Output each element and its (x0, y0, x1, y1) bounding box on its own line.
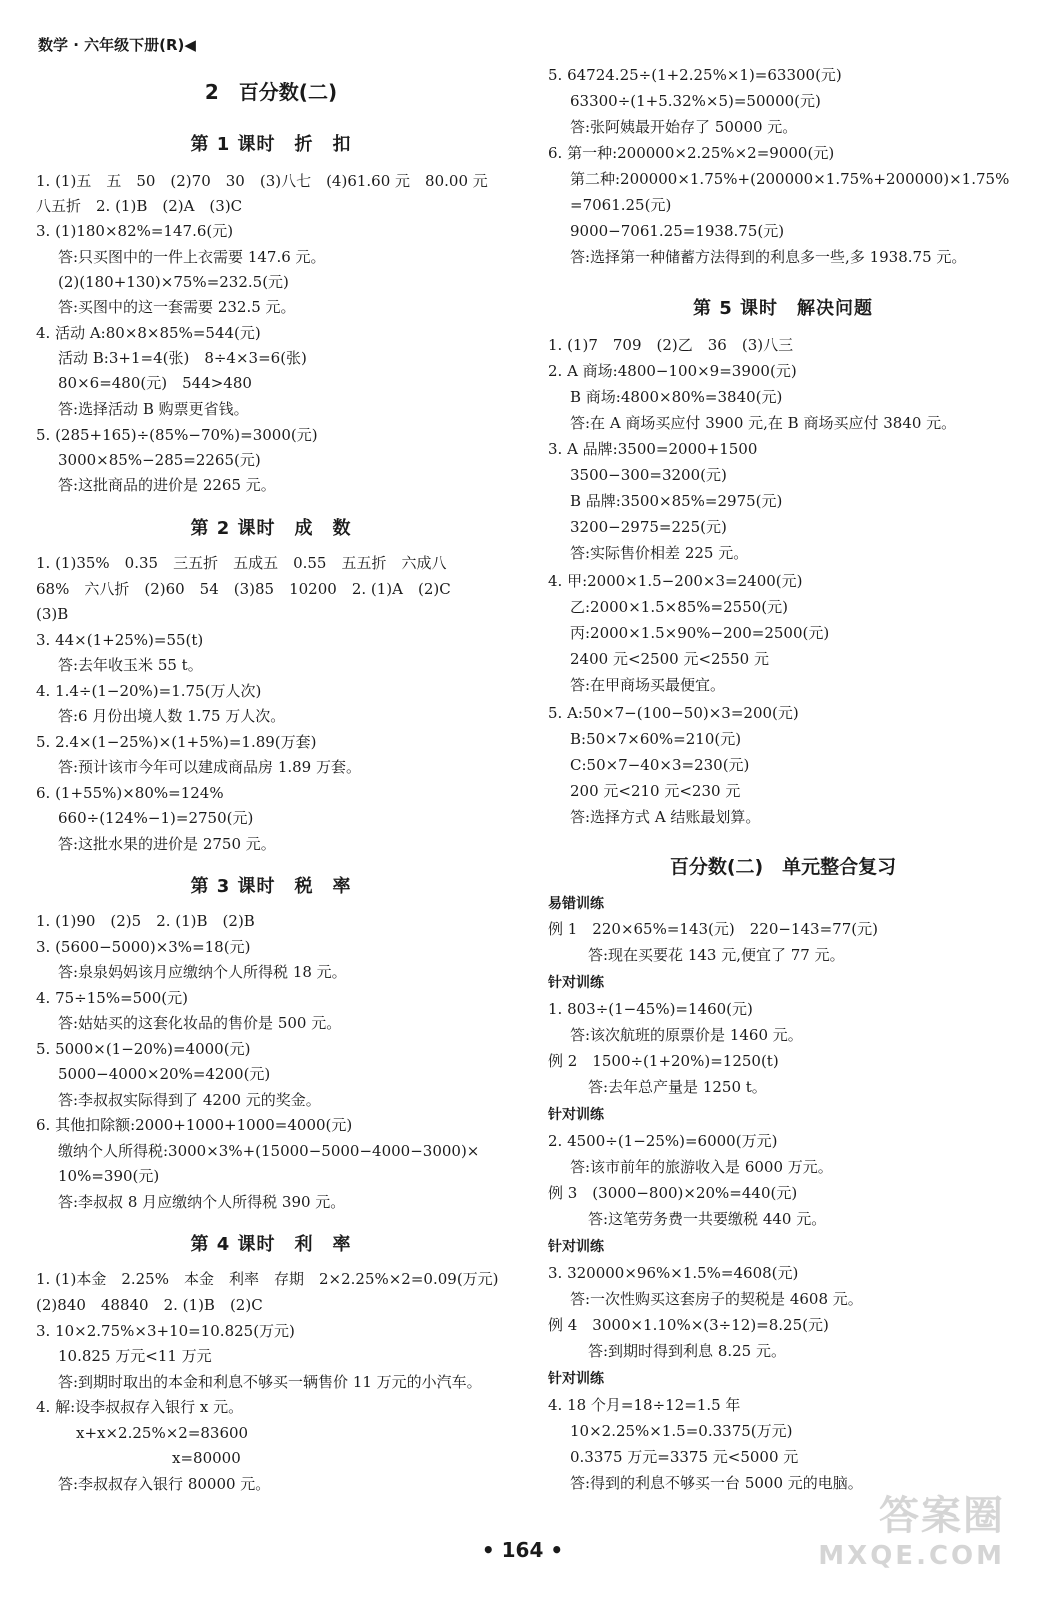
answer-line: 63300÷(1+5.32%×5)=50000(元) (570, 92, 821, 110)
review-title: 百分数(二) 单元整合复习 (669, 856, 897, 878)
answer-line: 1. (1)五 五 50 (2)70 30 (3)八七 (4)61.60 元 80.00 元 (36, 172, 488, 190)
answer-line: 5000−4000×20%=4200(元) (58, 1065, 271, 1083)
answer-line: 5. 64724.25÷(1+2.25%×1)=63300(元) (548, 66, 842, 84)
answer-line: 第二种:200000×1.75%+(200000×1.75%+200000)×1.75% (570, 170, 1010, 188)
watermark-url: MXQE.COM (818, 1541, 1005, 1571)
answer-line: 4. 解:设李叔叔存入银行 x 元。 (36, 1398, 244, 1416)
answer-line: 5. A:50×7−(100−50)×3=200(元) (548, 704, 799, 722)
answer-line: 答:这批水果的进价是 2750 元。 (58, 835, 276, 853)
lesson-1-title: 第 1 课时 折 扣 (190, 134, 352, 155)
answer-line: 4. 活动 A:80×8×85%=544(元) (36, 324, 261, 342)
answer-line: 答:选择方式 A 结账最划算。 (570, 808, 761, 826)
answer-line: 1. 803÷(1−45%)=1460(元) (548, 1000, 753, 1018)
answer-line: 68% 六八折 (2)60 54 (3)85 10200 2. (1)A (2)C (36, 580, 451, 598)
lesson-5-title: 第 5 课时 解决问题 (692, 298, 874, 319)
answer-line: (3)B (36, 605, 69, 623)
answer-line: 1. (1)35% 0.35 三五折 五成五 0.55 五五折 六成八 (36, 554, 447, 572)
answer-line: 6. (1+55%)×80%=124% (36, 784, 224, 802)
answer-line: 丙:2000×1.5×90%−200=2500(元) (570, 624, 830, 642)
answer-line: 3. 44×(1+25%)=55(t) (36, 631, 204, 649)
answer-line: 3000×85%−285=2265(元) (58, 451, 261, 469)
answer-line: 3. (1)180×82%=147.6(元) (36, 222, 234, 240)
answer-line: 0.3375 万元=3375 元<5000 元 (570, 1448, 799, 1466)
tag-targeted-practice: 针对训练 (548, 975, 604, 991)
answer-line: 9000−7061.25=1938.75(元) (570, 222, 785, 240)
answer-line: 例 3 (3000−800)×20%=440(元) (548, 1184, 798, 1202)
answer-line: 10×2.25%×1.5=0.3375(万元) (570, 1422, 793, 1440)
answer-line: 3200−2975=225(元) (570, 518, 727, 536)
answer-line: 3500−300=3200(元) (570, 466, 727, 484)
answer-line: (2)(180+130)×75%=232.5(元) (58, 273, 289, 291)
answer-line: 3. 10×2.75%×3+10=10.825(万元) (36, 1322, 295, 1340)
answer-line: 答:选择活动 B 购票更省钱。 (58, 400, 249, 418)
answer-line: 答:在甲商场买最便宜。 (570, 676, 726, 694)
answer-line: 答:买图中的这一套需要 232.5 元。 (58, 298, 296, 316)
answer-line: 乙:2000×1.5×85%=2550(元) (570, 598, 789, 616)
answer-line: B 商场:4800×80%=3840(元) (570, 388, 783, 406)
answer-line: 答:在 A 商场买应付 3900 元,在 B 商场买应付 3840 元。 (570, 414, 957, 432)
answer-line: 答:李叔叔实际得到了 4200 元的奖金。 (58, 1091, 321, 1109)
answer-line: 答:姑姑买的这套化妆品的售价是 500 元。 (58, 1014, 342, 1032)
answer-line: (2)840 48840 2. (1)B (2)C (36, 1296, 263, 1314)
answer-line: B 品牌:3500×85%=2975(元) (570, 492, 783, 510)
section-title: 2 百分数(二) (204, 80, 338, 104)
answer-line: 答:这笔劳务费一共要缴税 440 元。 (588, 1210, 827, 1228)
answer-line: 答:预计该市今年可以建成商品房 1.89 万套。 (58, 758, 361, 776)
answer-line: C:50×7−40×3=230(元) (570, 756, 750, 774)
answer-line: 答:到期时得到利息 8.25 元。 (588, 1342, 786, 1360)
answer-line: 缴纳个人所得税:3000×3%+(15000−5000−4000−3000)× (58, 1142, 480, 1160)
answer-line: 答:实际售价相差 225 元。 (570, 544, 749, 562)
answer-line: 答:到期时取出的本金和利息不够买一辆售价 11 万元的小汽车。 (58, 1373, 482, 1391)
watermark-logo-text: 答案圈 (879, 1493, 1005, 1539)
tag-targeted-practice: 针对训练 (548, 1107, 604, 1123)
tag-targeted-practice: 针对训练 (548, 1239, 604, 1255)
lesson-2-title: 第 2 课时 成 数 (190, 518, 352, 539)
answer-line: 4. 甲:2000×1.5−200×3=2400(元) (548, 572, 803, 590)
answer-line: 2. 4500÷(1−25%)=6000(万元) (548, 1132, 778, 1150)
watermark (818, 1484, 1005, 1571)
answer-line: 4. 75÷15%=500(元) (36, 989, 188, 1007)
answer-line: 答:泉泉妈妈该月应缴纳个人所得税 18 元。 (58, 963, 347, 981)
answer-line: 10.825 万元<11 万元 (58, 1347, 212, 1365)
answer-line: 答:选择第一种储蓄方法得到的利息多一些,多 1938.75 元。 (570, 248, 967, 266)
answer-line: 5. 5000×(1−20%)=4000(元) (36, 1040, 251, 1058)
answer-line: 答:去年总产量是 1250 t。 (588, 1078, 767, 1096)
answer-line: x+x×2.25%×2=83600 (76, 1424, 249, 1442)
answer-line: 答:该市前年的旅游收入是 6000 万元。 (570, 1158, 833, 1176)
answer-line: B:50×7×60%=210(元) (570, 730, 742, 748)
answer-line: 答:6 月份出境人数 1.75 万人次。 (58, 707, 286, 725)
lesson-4-title: 第 4 课时 利 率 (190, 1234, 352, 1255)
answer-line: 答:一次性购买这套房子的契税是 4608 元。 (570, 1290, 863, 1308)
page-header: 数学 · 六年级下册(R)◀ (38, 36, 196, 54)
answer-line: 答:只买图中的一件上衣需要 147.6 元。 (58, 248, 326, 266)
answer-line: 例 2 1500÷(1+20%)=1250(t) (548, 1052, 779, 1070)
tag-targeted-practice: 针对训练 (548, 1371, 604, 1387)
answer-line: 八五折 2. (1)B (2)A (3)C (36, 197, 243, 215)
answer-line: 6. 第一种:200000×2.25%×2=9000(元) (548, 144, 835, 162)
answer-line: 1. (1)7 709 (2)乙 36 (3)八三 (548, 336, 794, 354)
answer-line: 5. 2.4×(1−25%)×(1+5%)=1.89(万套) (36, 733, 317, 751)
page-number: • 164 • (481, 1538, 564, 1562)
answer-line: 答:李叔叔存入银行 80000 元。 (58, 1475, 271, 1493)
answer-line: 例 4 3000×1.10%×(3÷12)=8.25(元) (548, 1316, 829, 1334)
answer-line: 80×6=480(元) 544>480 (58, 374, 252, 392)
tag-easy-mistakes: 易错训练 (548, 896, 604, 912)
answer-line: 答:现在买要花 143 元,便宜了 77 元。 (588, 946, 845, 964)
lesson-3-title: 第 3 课时 税 率 (190, 876, 352, 897)
answer-line: 例 1 220×65%=143(元) 220−143=77(元) (548, 920, 878, 938)
answer-line: 答:去年收玉米 55 t。 (58, 656, 203, 674)
answer-line: 活动 B:3+1=4(张) 8÷4×3=6(张) (58, 349, 307, 367)
answer-line: 10%=390(元) (58, 1167, 160, 1185)
answer-line: 2400 元<2500 元<2550 元 (570, 650, 769, 668)
answer-line: 1. (1)90 (2)5 2. (1)B (2)B (36, 912, 255, 930)
answer-line: 答:该次航班的原票价是 1460 元。 (570, 1026, 803, 1044)
answer-line: 4. 1.4÷(1−20%)=1.75(万人次) (36, 682, 262, 700)
answer-line: 660÷(124%−1)=2750(元) (58, 809, 254, 827)
answer-line: 3. (5600−5000)×3%=18(元) (36, 938, 251, 956)
answer-line: 答:这批商品的进价是 2265 元。 (58, 476, 276, 494)
answer-line: 1. (1)本金 2.25% 本金 利率 存期 2×2.25%×2=0.09(万元) (36, 1270, 499, 1288)
answer-line: 答:李叔叔 8 月应缴纳个人所得税 390 元。 (58, 1193, 346, 1211)
answer-line: 5. (285+165)÷(85%−70%)=3000(元) (36, 426, 318, 444)
answer-line: 4. 18 个月=18÷12=1.5 年 (548, 1396, 741, 1414)
answer-line: 答:张阿姨最开始存了 50000 元。 (570, 118, 798, 136)
answer-line: 200 元<210 元<230 元 (570, 782, 741, 800)
answer-line: x=80000 (172, 1449, 241, 1467)
answer-line: =7061.25(元) (570, 196, 672, 214)
answer-line: 6. 其他扣除额:2000+1000+1000=4000(元) (36, 1116, 353, 1134)
answer-line: 答:得到的利息不够买一台 5000 元的电脑。 (570, 1474, 863, 1492)
answer-line: 3. A 品牌:3500=2000+1500 (548, 440, 758, 458)
answer-line: 3. 320000×96%×1.5%=4608(元) (548, 1264, 799, 1282)
answer-line: 2. A 商场:4800−100×9=3900(元) (548, 362, 797, 380)
